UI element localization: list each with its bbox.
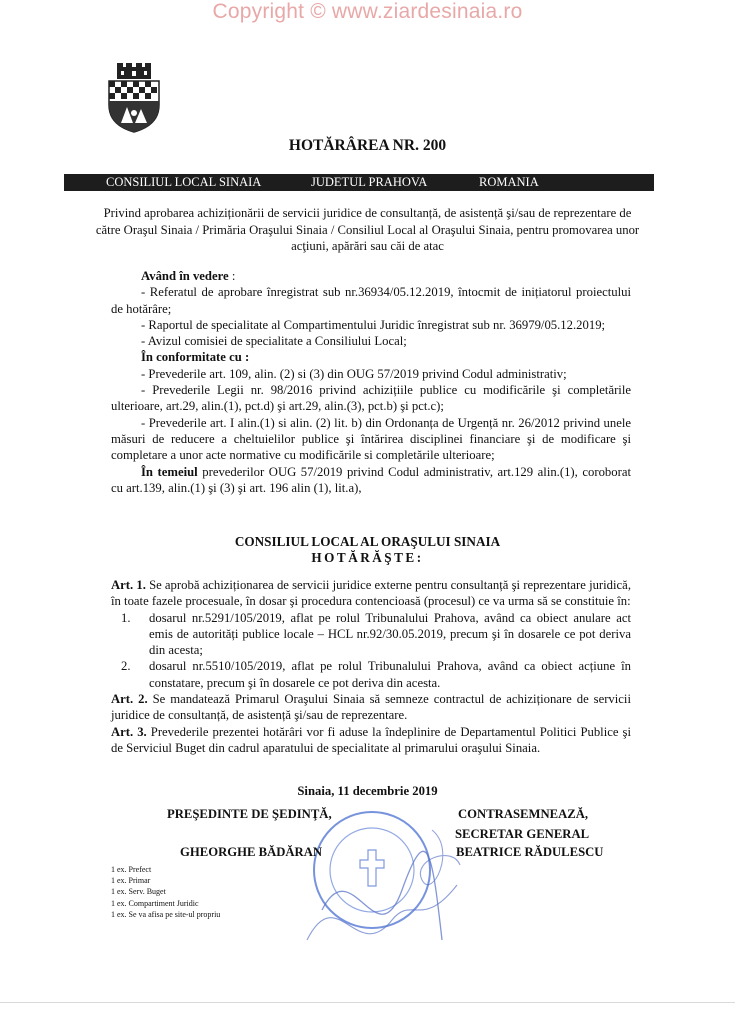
header-country: ROMANIA	[479, 175, 539, 189]
place-date: Sinaia, 11 decembrie 2019	[297, 784, 438, 798]
conformitate-item: - Prevederile art. I alin.(1) si alin. (2) lit. b) din Ordonanța de Urgență nr. 26/2012 privind unele măsuri de reducere a cheltuielilor publice şi întărirea disciplinei financiare şi de modificare şi completare a unor acte normative cu modificările si completările ulterioare;	[111, 415, 631, 463]
conformitate-heading: În conformitate cu :	[141, 350, 250, 365]
list-item: 2. dosarul nr.5510/105/2019, aflat pe rolul Tribunalului Prahova, având ca obiect acțiune în constatare, precum şi în dosarele ce pot deriva din acesta.	[121, 659, 631, 690]
council-decision-heading	[0, 534, 735, 566]
header-bar	[64, 174, 654, 191]
document-title: HOTĂRÂREA NR. 200	[288, 137, 447, 154]
avand-item: - Raportul de specialitate al Compartimentului Juridic înregistrat sub nr. 36979/05.12.2019;	[141, 317, 606, 332]
countersign-label: CONTRASEMNEAZĂ,	[458, 807, 589, 821]
distribution-item: 1 ex. Compartiment Juridic	[111, 898, 199, 908]
header-council: CONSILIUL LOCAL SINAIA	[106, 175, 262, 189]
conformitate-item: - Prevederile Legii nr. 98/2016 privind achizițiile publice cu modificările şi completările ulterioare, art.29, alin.(1), pct.d) şi art.29, alin.(3), pct.b) şi pct.c);	[111, 383, 631, 414]
distribution-list	[111, 864, 220, 920]
president-role: PREŞEDINTE DE ŞEDINŢĂ,	[167, 807, 332, 821]
header-county: JUDETUL PRAHOVA	[311, 175, 428, 189]
article-3: Art. 3. Prevederile prezentei hotărâri vor fi aduse la îndeplinire de Departamentul Politici Publice şi de Serviciul Buget din cadrul aparatului de specialitate al primarului oraşului Sinaia.	[111, 724, 631, 755]
article-2: Art. 2. Se mandatează Primarul Oraşului Sinaia să semneze contractul de achiziționare de servicii juridice de consultanță, de asistență şi/sau de reprezentare.	[111, 692, 631, 723]
preamble	[111, 268, 631, 496]
article-1: Art. 1. Se aprobă achiziționarea de servicii juridice externe pentru consultanță şi reprezentare juridică, în toate fazele procesuale, în dosar şi procedura contencioasă (procesul) ce va urma să se constituie în:	[111, 578, 631, 609]
temeiul-paragraph: În temeiul prevederilor OUG 57/2019 privind Codul administrativ, art.129 alin.(1), coroborat cu art.139, alin.(1) şi (3) şi art. 196 alin (1), lit.a),	[111, 464, 631, 495]
articles	[111, 577, 631, 756]
president-name: GHEORGHE BĂDĂRAN	[180, 845, 323, 859]
scan-edge-line	[0, 1002, 735, 1003]
distribution-item: 1 ex. Se va afisa pe site-ul propriu	[111, 909, 221, 919]
secretary-role: SECRETAR GENERAL	[455, 827, 590, 841]
conformitate-item: - Prevederile art. 109, alin. (2) si (3) din OUG 57/2019 privind Codul administrativ;	[141, 366, 567, 381]
distribution-item: 1 ex. Serv. Buget	[111, 887, 166, 897]
decision-subject: Privind aprobarea achiziționării de servicii juridice de consultanță, de asistență şi/sau de reprezentare de către Oraşul Sinaia / Primăria Oraşului Sinaia / Consiliul Local al Oraşului Sinaia, pentru promovarea unor acţiuni, apărări sau căi de atac	[95, 206, 640, 253]
article-1-list	[111, 610, 631, 691]
copyright-watermark: Copyright © www.ziardesinaia.ro	[212, 0, 523, 23]
distribution-item: 1 ex. Prefect	[111, 865, 152, 874]
secretary-name: BEATRICE RĂDULESCU	[456, 845, 604, 859]
coat-of-arms-emblem	[107, 63, 161, 133]
distribution-item: 1 ex. Primar	[111, 876, 151, 886]
avand-item: - Avizul comisiei de specialitate a Consiliului Local;	[141, 334, 407, 349]
avand-heading: Având în vedere :	[141, 269, 236, 283]
council-name: CONSILIUL LOCAL AL ORAŞULUI SINAIA	[234, 534, 501, 549]
avand-item: - Referatul de aprobare înregistrat sub nr.36934/05.12.2019, întocmit de inițiatorul proiectului de hotărâre;	[111, 285, 631, 316]
hotaraste-heading: HOTĂRĂŞTE:	[311, 550, 424, 565]
list-item: 1. dosarul nr.5291/105/2019, aflat pe rolul Tribunalului Prahova, având ca obiect anulare act emis de autorități publice locale – HCL nr.92/30.05.2019, precum şi în dosarele ce pot deriva din acesta;	[121, 610, 631, 658]
